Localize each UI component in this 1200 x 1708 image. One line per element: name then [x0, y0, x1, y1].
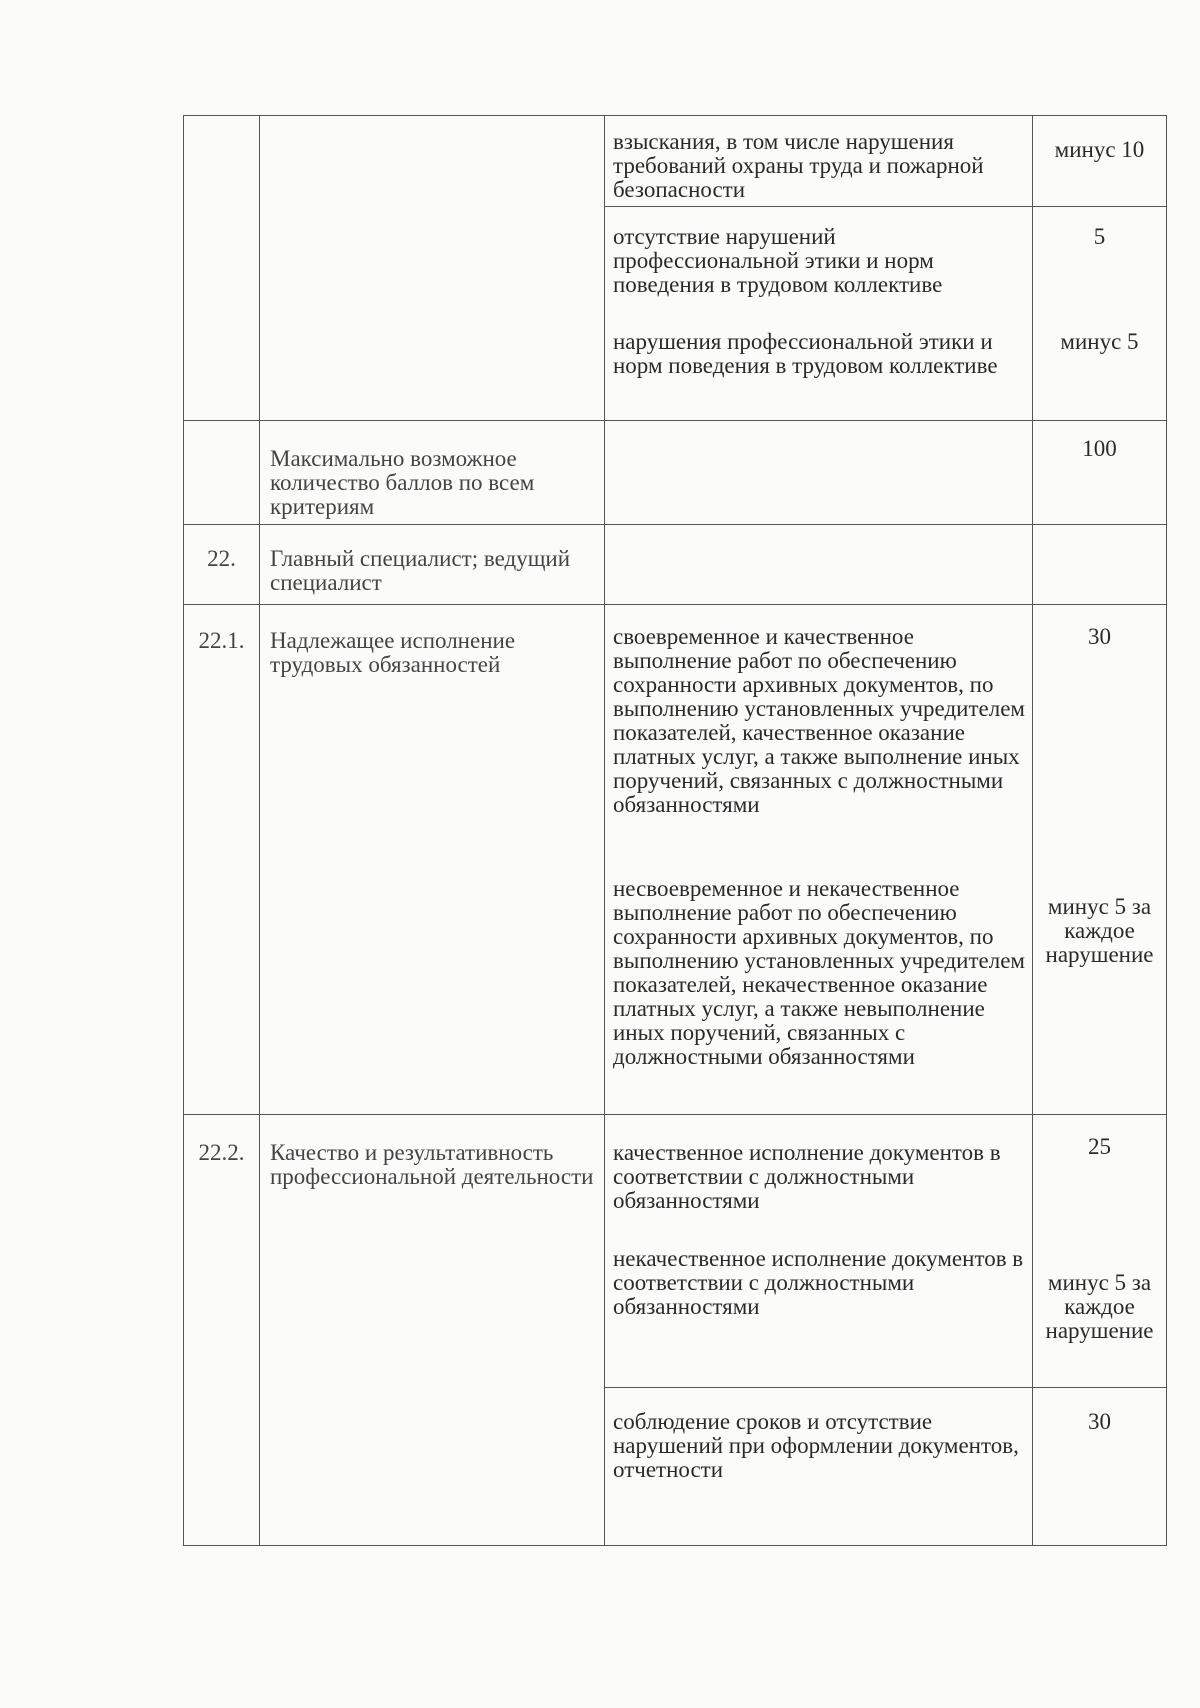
criteria-text: качественное исполнение документов в соответствии с должностными обязанностями: [613, 1140, 1001, 1213]
criteria-cell: [605, 116, 1033, 421]
criteria-text: взыскания, в том числе нарушения требований охраны труда и пожарной безопасности: [613, 129, 984, 202]
criteria-text: отсутствие нарушений профессиональной этики и норм поведения в трудовом коллективе: [605, 206, 1032, 330]
criteria-cell: [605, 525, 1033, 605]
score-cell: 100: [1033, 421, 1167, 525]
num-cell: 22.2.: [184, 1115, 260, 1546]
score-text: минус 5 за каждое нарушение: [1045, 894, 1154, 967]
table-row: [184, 421, 1167, 525]
score-text: минус 5 за каждое нарушение: [1045, 1270, 1154, 1343]
criteria-text: нарушения профессиональной этики и норм поведения в трудовом коллективе: [613, 329, 998, 378]
score-cell: [1033, 525, 1167, 605]
name-cell: Надлежащее исполнение трудовых обязанностей: [260, 605, 605, 1115]
criteria-cell: [605, 1115, 1033, 1546]
score-text: 5: [1033, 206, 1166, 330]
criteria-cell: [605, 605, 1033, 1115]
num-cell: 22.1.: [184, 605, 260, 1115]
name-cell: Максимально возможное количество баллов по всем критериям: [260, 421, 605, 525]
table-row: [184, 525, 1167, 605]
score-cell: [1033, 116, 1167, 421]
num-cell: [184, 421, 260, 525]
name-cell: [260, 116, 605, 421]
num-cell: [184, 116, 260, 421]
score-text: 30: [1033, 1387, 1166, 1545]
num-cell: 22.: [184, 525, 260, 605]
score-text: минус 10: [1054, 137, 1145, 162]
score-cell: [1033, 605, 1167, 1115]
score-text: 30: [1088, 624, 1111, 649]
score-cell: [1033, 1115, 1167, 1546]
criteria-cell: [605, 421, 1033, 525]
criteria-text: своевременное и качественное выполнение работ по обеспечению сохранности архивных документов, по выполнению установленных учредителем показателей, качественное оказание платных услуг, а также выполнение иных поручений, связанных с должностными обязанностями: [613, 624, 1025, 817]
table-row: [184, 116, 1167, 421]
criteria-text: некачественное исполнение документов в соответствии с должностными обязанностями: [613, 1246, 1024, 1319]
criteria-table: [183, 115, 1167, 1546]
score-text: минус 5: [1060, 329, 1139, 354]
score-text: 25: [1088, 1134, 1111, 1159]
criteria-text: несвоевременное и некачественное выполнение работ по обеспечению сохранности архивных документов, по выполнению установленных учредителем показателей, некачественное оказание платных услуг, а также невыполнение иных поручений, связанных с должностными обязанностями: [613, 876, 1025, 1069]
criteria-text: соблюдение сроков и отсутствие нарушений при оформлении документов, отчетности: [605, 1387, 1032, 1545]
name-cell: Главный специалист; ведущий специалист: [260, 525, 605, 605]
name-cell: Качество и результативность профессиональной деятельности: [260, 1115, 605, 1546]
table-row: [184, 1115, 1167, 1546]
table-row: [184, 605, 1167, 1115]
